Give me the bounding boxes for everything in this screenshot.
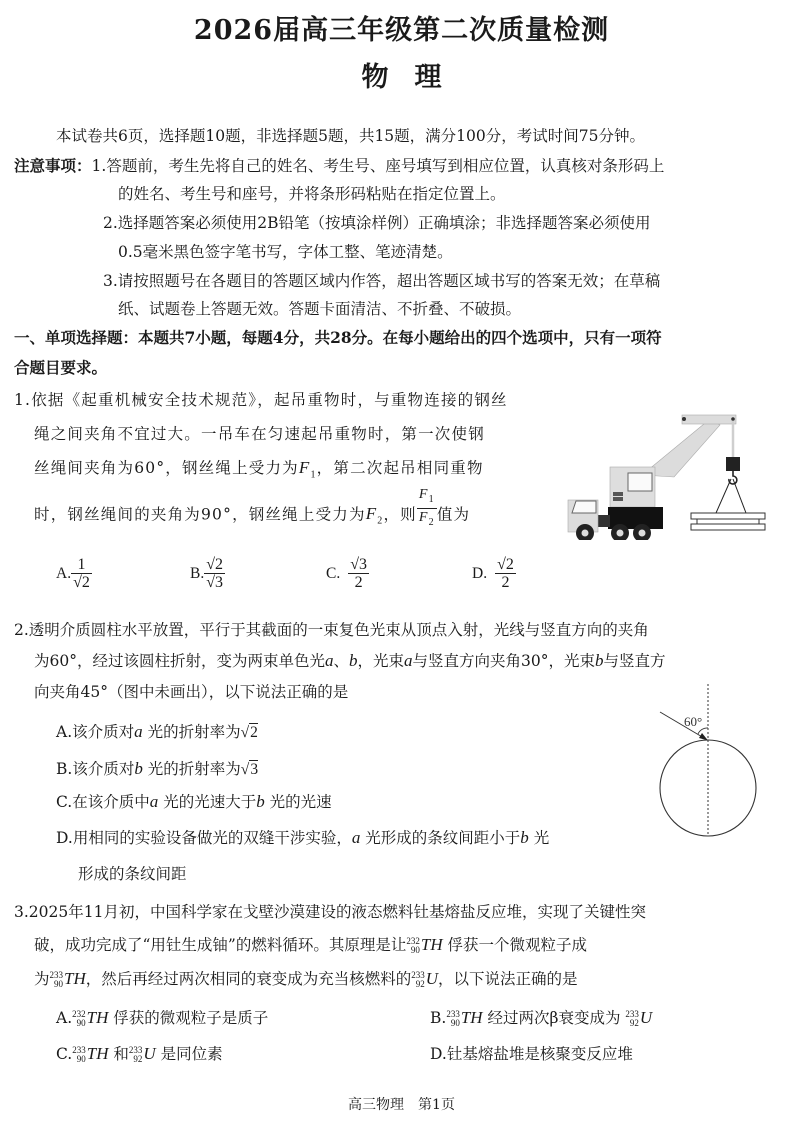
q3-option-a[interactable]: A. 232 90 TH 俘获的微观粒子是质子 [56, 1008, 269, 1028]
q1-F2: $F_2$ [365, 504, 384, 527]
notes-item-1-line-2: 的姓名、考生号和座号，并将条形码粘贴在指定位置上。 [118, 185, 506, 203]
q3-option-c[interactable]: C. 233 90 TH 和 233 92 U 是同位素 [56, 1044, 223, 1064]
q2-option-d-line-2: 形成的条纹间距 [78, 865, 187, 883]
q2-number: 2. [14, 621, 29, 639]
truck-window [572, 501, 596, 513]
q1-line-4 [34, 487, 471, 532]
exam-intro: 本试卷共6页，选择题10题，非选择题5题，共15题，满分100分，考试时间75分钟。 [56, 127, 645, 145]
notes-item-2-line-1 [103, 213, 651, 233]
notes-num-1: 1. [91, 157, 107, 175]
q1-option-a[interactable]: A. $\frac{1}{√2}$ [56, 556, 90, 591]
subject-title: 物理 [361, 62, 468, 93]
q2-option-b[interactable]: B.该介质对b 光的折射率为√3 [56, 759, 259, 778]
crane-hook-block [726, 457, 740, 471]
cylinder-refraction-figure [640, 680, 803, 880]
q1-text: ，则 [383, 505, 417, 524]
notes-num-2: 2. [103, 214, 118, 232]
q1-text: 依据《起重机械安全技术规范》，起吊重物时，与重物连接的钢丝 [31, 391, 508, 409]
q1-option-c[interactable]: C. $\frac{√3}{2}$ [326, 556, 367, 591]
exam-title: 2026届高三年级第二次质量检测 [193, 15, 610, 46]
arrow-icon [699, 733, 708, 741]
load-plate-top [691, 513, 765, 519]
q2-line-3: 向夹角45°（图中未画出），以下说法正确的是 [34, 683, 349, 701]
crane-cab-window [628, 473, 652, 491]
q3-option-b[interactable]: B. 233 90 TH 经过两次β衰变成为 233 92 U [430, 1008, 653, 1028]
notes-text: 请按照题号在各题目的答题区域内作答，超出答题区域书写的答案无效；在草稿 [117, 272, 661, 290]
q2-option-d[interactable]: D.用相同的实验设备做光的双缝干涉实验，a 光形成的条纹间距小于b 光 [56, 828, 550, 847]
crane-jib [682, 415, 736, 424]
q1-line-1 [14, 390, 508, 410]
q1-text: ，第二次起吊相同重物 [316, 459, 484, 477]
section-1-heading-line-2: 合题目要求。 [14, 358, 108, 377]
load-plate-mid [697, 519, 759, 524]
notes-text: 选择题答案必须使用2B铅笔（按填涂样例）正确填涂；非选择题答案必须使用 [117, 214, 651, 232]
page-footer: 高三物理 第1页 [348, 1097, 455, 1113]
q1-F1: $F_1$ [298, 458, 317, 481]
crane-pivot-icon [682, 417, 686, 421]
notes-num-3: 3. [103, 272, 118, 290]
crane-pulley-icon [731, 417, 735, 421]
q1-option-d[interactable]: D. $\frac{√2}{2}$ [472, 556, 514, 591]
q3-option-d[interactable]: D.钍基熔盐堆是核聚变反应堆 [430, 1045, 633, 1063]
notes-item-3-line-2: 纸、试题卷上答题无效。答题卡面清洁、不折叠、不破损。 [118, 300, 522, 318]
q1-ratio-fraction: $\frac{F_1}{F_2}$ [418, 487, 435, 528]
q3-line-1 [14, 902, 646, 922]
q2-option-a[interactable]: A.该介质对a 光的折射率为√2 [56, 722, 258, 741]
notes-text: 答题前，考生先将自己的姓名、考生号、座号填写到相应位置，认真核对条形码上 [106, 157, 665, 175]
notes-label: 注意事项： [14, 156, 92, 175]
angle-label: 60° [684, 714, 703, 729]
q1-number: 1. [14, 391, 32, 409]
crane-figure [550, 395, 790, 540]
q1-option-b[interactable]: B. $\frac{√2}{√3}$ [190, 556, 223, 591]
q1-text: 丝绳间夹角为60°，钢丝绳上受力为 [34, 459, 299, 477]
q2-option-c[interactable]: C.在该介质中a 光的光速大于b 光的光速 [56, 792, 332, 811]
q3-line-2: 破，成功完成了“用钍生成铀”的燃料循环。其原理是让 232 90 TH 俘获一个微观粒子成 [34, 935, 588, 955]
q3-number: 3. [14, 903, 29, 921]
q2-line-1 [14, 620, 649, 640]
q2-text: 透明介质圆柱水平放置，平行于其截面的一束复色光束从顶点入射，光线与竖直方向的夹角 [28, 621, 649, 639]
notes-item-2-line-2: 0.5毫米黑色签字笔书写，字体工整、笔迹清楚。 [118, 243, 453, 261]
notes-item-1-line-1 [14, 156, 664, 176]
q1-line-3 [34, 458, 484, 485]
sling-right [733, 479, 746, 513]
section-1-heading-line-1: 一、单项选择题：本题共7小题，每题4分，共28分。在每小题给出的四个选项中，只有一项符 [14, 328, 662, 347]
q3-line-3: 为 233 90 TH，然后再经过两次相同的衰变成为充当核燃料的 233 92 U，以下说法正确的是 [34, 969, 578, 989]
q3-text: 2025年11月初，中国科学家在戈壁沙漠建设的液态燃料钍基熔盐反应堆，实现了关键性突 [28, 903, 646, 921]
sling-left [716, 479, 731, 513]
q2-line-2: 为60°，经过该圆柱折射，变为两束单色光a、b，光束a与竖直方向夹角30°，光束b与竖直方 [34, 651, 666, 670]
q1-text: 值为 [436, 505, 471, 524]
crane-vent [613, 497, 623, 501]
q1-text: 时，钢丝绳间的夹角为90°，钢丝绳上受力为 [34, 505, 366, 524]
q1-line-2: 绳之间夹角不宜过大。一吊车在匀速起吊重物时，第一次使钢 [34, 425, 485, 443]
crane-vent [613, 492, 623, 496]
load-plate-bottom [691, 524, 765, 530]
notes-item-3-line-1 [103, 271, 660, 291]
